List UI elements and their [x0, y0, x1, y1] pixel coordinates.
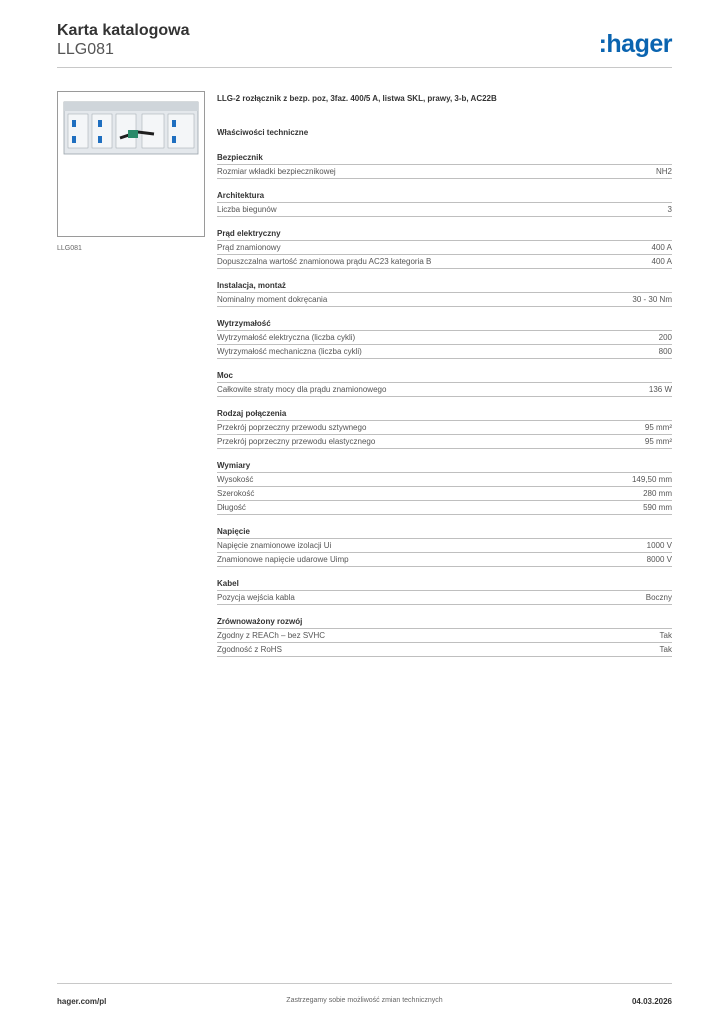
- footer-disclaimer: Zastrzegamy sobie możliwość zmian technicznych: [286, 997, 443, 1004]
- spec-label: Przekrój poprzeczny przewodu sztywnego: [217, 423, 367, 432]
- technical-properties-title: Właściwości techniczne: [217, 128, 309, 137]
- image-caption: LLG081: [57, 245, 82, 252]
- spec-section: [217, 317, 672, 359]
- spec-section: [217, 615, 672, 657]
- spec-section: [217, 369, 672, 397]
- spec-section: [217, 407, 672, 449]
- product-name: LLG-2 rozłącznik z bezp. poz, 3faz. 400/5 A, listwa SKL, prawy, 3-b, AC22B: [217, 94, 497, 103]
- spec-section-title: Prąd elektryczny: [217, 229, 281, 238]
- spec-section-title: Napięcie: [217, 527, 250, 536]
- spec-value: 1000 V: [646, 541, 672, 550]
- spec-label: Szerokość: [217, 489, 255, 498]
- spec-value: 136 W: [648, 385, 672, 394]
- spec-section: [217, 577, 672, 605]
- spec-value: Tak: [659, 645, 672, 654]
- spec-label: Wytrzymałość mechaniczna (liczba cykli): [217, 347, 362, 356]
- spec-row: [217, 420, 672, 434]
- footer-divider: [57, 983, 672, 984]
- spec-value: 280 mm: [643, 489, 672, 498]
- spec-section: [217, 459, 672, 515]
- spec-row: [217, 538, 672, 552]
- spec-value: 149,50 mm: [631, 475, 672, 484]
- document-title: Karta katalogowa: [57, 22, 190, 39]
- spec-label: Pozycja wejścia kabla: [217, 593, 295, 602]
- spec-section: [217, 151, 672, 179]
- spec-row: [217, 382, 672, 397]
- spec-label: Nominalny moment dokręcania: [217, 295, 328, 304]
- spec-row: [217, 254, 672, 269]
- spec-row: [217, 628, 672, 642]
- spec-row: [217, 292, 672, 307]
- logo-text: hager: [606, 30, 672, 58]
- spec-value: 400 A: [651, 257, 672, 266]
- spec-label: Wysokość: [217, 475, 254, 484]
- spec-value: 3: [667, 205, 672, 214]
- spec-row: [217, 552, 672, 567]
- spec-sections: [217, 151, 672, 657]
- spec-value: Tak: [659, 631, 672, 640]
- spec-label: Przekrój poprzeczny przewodu elastycznego: [217, 437, 376, 446]
- spec-row: [217, 642, 672, 657]
- spec-value: 400 A: [651, 243, 672, 252]
- spec-row: [217, 500, 672, 515]
- spec-section: [217, 189, 672, 217]
- spec-section-title: Zrównoważony rozwój: [217, 617, 303, 626]
- spec-section-title: Bezpiecznik: [217, 153, 263, 162]
- spec-row: [217, 330, 672, 344]
- page-header: [57, 20, 672, 68]
- spec-section-title: Instalacja, montaż: [217, 281, 286, 290]
- spec-section-title: Rodzaj połączenia: [217, 409, 287, 418]
- spec-value: 590 mm: [643, 503, 672, 512]
- spec-section-title: Moc: [217, 371, 233, 380]
- spec-label: Liczba biegunów: [217, 205, 277, 214]
- spec-label: Wytrzymałość elektryczna (liczba cykli): [217, 333, 356, 342]
- spec-value: 95 mm²: [644, 437, 672, 446]
- spec-label: Prąd znamionowy: [217, 243, 281, 252]
- spec-row: [217, 590, 672, 605]
- header-divider: [57, 67, 672, 68]
- spec-label: Rozmiar wkładki bezpiecznikowej: [217, 167, 336, 176]
- spec-section-title: Wytrzymałość: [217, 319, 271, 328]
- spec-label: Napięcie znamionowe izolacji Ui: [217, 541, 332, 550]
- switch-disconnector-illustration: [58, 92, 204, 236]
- spec-label: Zgodny z REACh – bez SVHC: [217, 631, 326, 640]
- spec-value: 30 - 30 Nm: [632, 295, 672, 304]
- footer-website: hager.com/pl: [57, 997, 107, 1006]
- spec-label: Całkowite straty mocy dla prądu znamionowego: [217, 385, 387, 394]
- spec-row: [217, 434, 672, 449]
- spec-value: 200: [658, 333, 672, 342]
- spec-label: Dopuszczalna wartość znamionowa prądu AC23 kategoria B: [217, 257, 432, 266]
- spec-value: 95 mm²: [644, 423, 672, 432]
- spec-value: Boczny: [645, 593, 672, 602]
- spec-section: [217, 227, 672, 269]
- spec-label: Długość: [217, 503, 246, 512]
- document-code: LLG081: [57, 41, 114, 58]
- spec-row: [217, 486, 672, 500]
- spec-row: [217, 472, 672, 486]
- spec-label: Znamionowe napięcie udarowe Uimp: [217, 555, 349, 564]
- spec-section-title: Wymiary: [217, 461, 251, 470]
- spec-section: [217, 279, 672, 307]
- product-image: [57, 91, 205, 237]
- spec-section: [217, 525, 672, 567]
- spec-row: [217, 202, 672, 217]
- spec-row: [217, 164, 672, 179]
- product-specs: [217, 94, 672, 667]
- spec-label: Zgodność z RoHS: [217, 645, 282, 654]
- spec-value: NH2: [655, 167, 672, 176]
- spec-value: 8000 V: [646, 555, 672, 564]
- page-footer: [57, 988, 672, 1008]
- spec-value: 800: [658, 347, 672, 356]
- spec-row: [217, 240, 672, 254]
- footer-date: 04.03.2026: [631, 997, 672, 1006]
- hager-logo: :hager: [598, 30, 672, 58]
- spec-section-title: Architektura: [217, 191, 265, 200]
- spec-section-title: Kabel: [217, 579, 239, 588]
- spec-row: [217, 344, 672, 359]
